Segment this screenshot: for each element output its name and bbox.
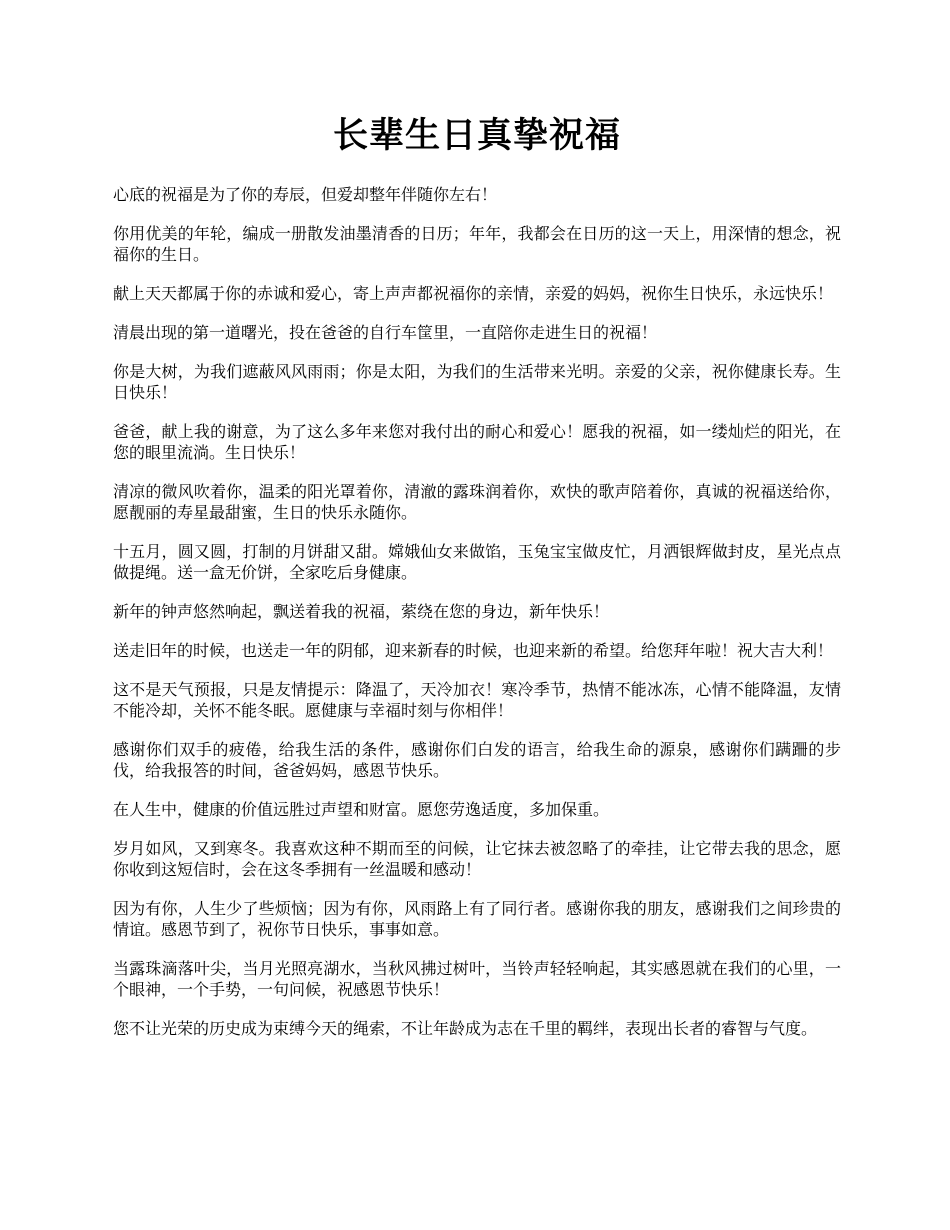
paragraph: 清晨出现的第一道曙光，投在爸爸的自行车筐里，一直陪你走进生日的祝福！ — [113, 323, 658, 342]
paragraph: 这不是天气预报，只是友情提示：降温了，天冷加衣！寒冷季节，热情不能冰冻，心情不能降温，友情不能冷却，关怀不能冬眠。愿健康与幸福时刻与你相伴！ — [113, 680, 841, 720]
paragraph: 岁月如风，又到寒冬。我喜欢这种不期而至的问候，让它抹去被忽略了的牵挂，让它带去我的思念，愿你收到这短信时，会在这冬季拥有一丝温暖和感动！ — [113, 839, 841, 879]
paragraph: 心底的祝福是为了你的寿辰，但爱却整年伴随你左右！ — [113, 185, 498, 204]
paragraph: 爸爸，献上我的谢意，为了这么多年来您对我付出的耐心和爱心！愿我的祝福，如一缕灿烂的阳光，在您的眼里流淌。生日快乐！ — [113, 422, 841, 462]
paragraph: 十五月，圆又圆，打制的月饼甜又甜。嫦娥仙女来做馅，玉兔宝宝做皮忙，月洒银辉做封皮，星光点点做提绳。送一盒无价饼，全家吃后身健康。 — [113, 542, 841, 582]
paragraph: 你是大树，为我们遮蔽风风雨雨；你是太阳，为我们的生活带来光明。亲爱的父亲，祝你健康长寿。生日快乐！ — [113, 362, 841, 402]
paragraph: 你用优美的年轮，编成一册散发油墨清香的日历；年年，我都会在日历的这一天上，用深情的想念，祝福你的生日。 — [113, 224, 841, 264]
paragraph: 新年的钟声悠然响起，飘送着我的祝福，萦绕在您的身边，新年快乐！ — [113, 602, 610, 621]
paragraph: 因为有你，人生少了些烦恼；因为有你，风雨路上有了同行者。感谢你我的朋友，感谢我们之间珍贵的情谊。感恩节到了，祝你节日快乐，事事如意。 — [113, 899, 841, 939]
paragraph: 您不让光荣的历史成为束缚今天的绳索，不让年龄成为志在千里的羁绊，表现出长者的睿智与气度。 — [113, 1019, 818, 1038]
document-page — [113, 110, 841, 1057]
paragraph: 感谢你们双手的疲倦，给我生活的条件，感谢你们白发的语言，给我生命的源泉，感谢你们蹒跚的步伐，给我报答的时间，爸爸妈妈，感恩节快乐。 — [113, 740, 841, 780]
paragraph: 送走旧年的时候，也送走一年的阴郁，迎来新春的时候，也迎来新的希望。给您拜年啦！祝大吉大利！ — [113, 641, 834, 660]
paragraph: 当露珠滴落叶尖，当月光照亮湖水，当秋风拂过树叶，当铃声轻轻响起，其实感恩就在我们的心里，一个眼神，一个手势，一句问候，祝感恩节快乐！ — [113, 959, 841, 999]
paragraph: 清凉的微风吹着你，温柔的阳光罩着你，清澈的露珠润着你，欢快的歌声陪着你，真诚的祝福送给你，愿靓丽的寿星最甜蜜，生日的快乐永随你。 — [113, 482, 841, 522]
document-title: 长辈生日真挚祝福 — [332, 115, 621, 156]
paragraph: 在人生中，健康的价值远胜过声望和财富。愿您劳逸适度，多加保重。 — [113, 800, 610, 819]
paragraph: 献上天天都属于你的赤诚和爱心，寄上声声都祝福你的亲情，亲爱的妈妈，祝你生日快乐，永远快乐！ — [113, 284, 834, 303]
